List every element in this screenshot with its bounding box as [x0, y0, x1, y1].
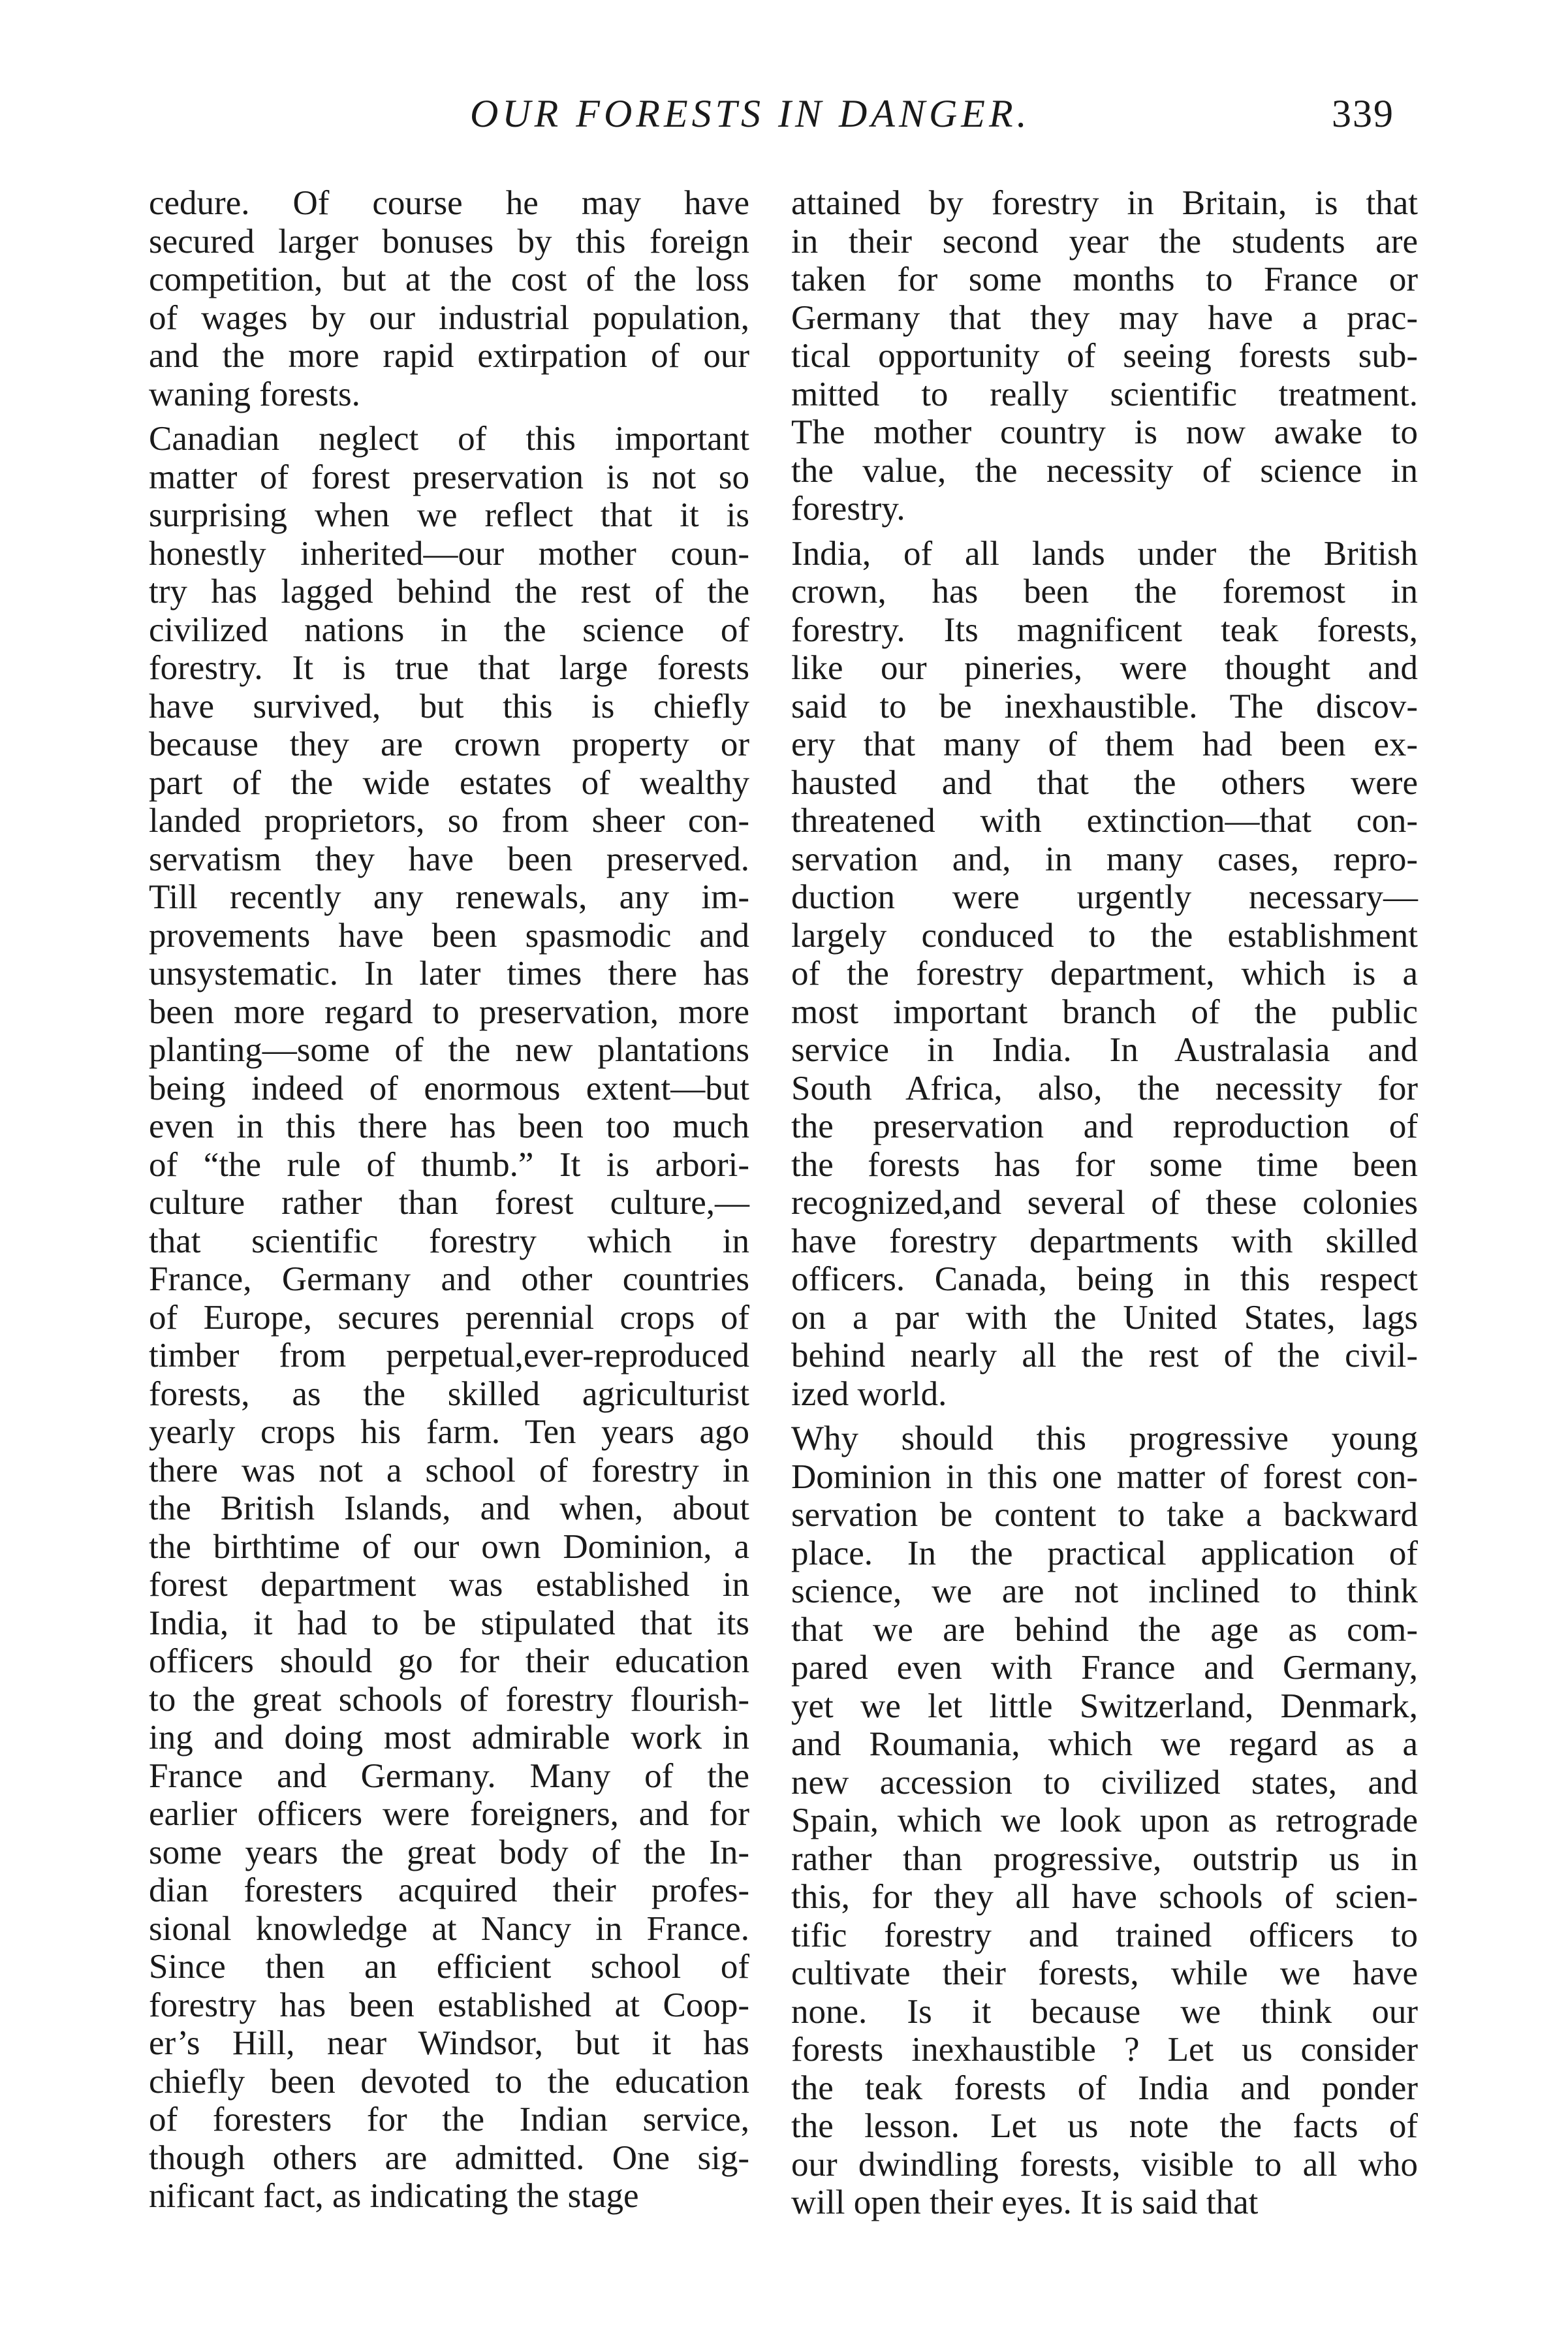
text-line: science, we are not inclined to think	[791, 1572, 1418, 1610]
text-line: ing and doing most admirable work in	[149, 1719, 749, 1756]
text-line: tical opportunity of seeing forests sub-	[791, 337, 1418, 375]
text-line: The mother country is now awake to	[791, 413, 1418, 451]
text-line: civilized nations in the science of	[149, 611, 749, 649]
text-line: culture rather than forest culture,—	[149, 1184, 749, 1222]
text-line: cedure. Of course he may have	[149, 184, 749, 222]
text-line: the lesson. Let us note the facts of	[791, 2107, 1418, 2145]
text-line: said to be inexhaustible. The discov-	[791, 687, 1418, 725]
text-line: part of the wide estates of wealthy	[149, 763, 749, 802]
text-line: our dwindling forests, visible to all who	[791, 2145, 1418, 2184]
text-line: taken for some months to France or	[791, 261, 1418, 298]
text-line: ery that many of them had been ex-	[791, 725, 1418, 763]
text-line: behind nearly all the rest of the civil-	[791, 1337, 1418, 1374]
text-line: officers. Canada, being in this respect	[791, 1260, 1418, 1298]
text-line: hausted and that the others were	[791, 763, 1418, 802]
text-line: new accession to civilized states, and	[791, 1763, 1418, 1802]
text-line: timber from perpetual,ever-reproduced	[149, 1337, 749, 1374]
text-line: forestry. It is true that large forests	[149, 649, 749, 687]
text-line: yearly crops his farm. Ten years ago	[149, 1413, 749, 1451]
text-line: of foresters for the Indian service,	[149, 2101, 749, 2138]
text-line: this, for they all have schools of scien-	[791, 1878, 1418, 1916]
text-line: chiefly been devoted to the education	[149, 2062, 749, 2101]
text-line: the value, the necessity of science in	[791, 451, 1418, 490]
text-line: Dominion in this one matter of forest con-	[791, 1457, 1418, 1496]
text-line: have forestry departments with skilled	[791, 1222, 1418, 1260]
text-line: France, Germany and other countries	[149, 1260, 749, 1298]
page-number: 339	[1332, 92, 1394, 135]
text-line: mitted to really scientific treatment.	[791, 375, 1418, 413]
text-line: because they are crown property or	[149, 725, 749, 763]
text-line: Since then an efficient school of	[149, 1948, 749, 1986]
text-line: attained by forestry in Britain, is that	[791, 184, 1418, 222]
text-line: yet we let little Switzerland, Denmark,	[791, 1687, 1418, 1725]
text-line: of “the rule of thumb.” It is arbori-	[149, 1145, 749, 1184]
text-line: waning forests.	[149, 375, 360, 413]
text-line: sional knowledge at Nancy in France.	[149, 1909, 749, 1948]
left-column	[149, 184, 749, 2216]
text-line: matter of forest preservation is not so	[149, 458, 749, 496]
text-line: will open their eyes. It is said that	[791, 2184, 1259, 2221]
text-line: have survived, but this is chiefly	[149, 687, 749, 725]
text-line: forests inexhaustible ? Let us consider	[791, 2031, 1418, 2069]
text-line: that scientific forestry which in	[149, 1222, 749, 1260]
text-line: the birthtime of our own Dominion, a	[149, 1527, 749, 1566]
text-line: provements have been spasmodic and	[149, 916, 749, 955]
text-line: of the forestry department, which is a	[791, 955, 1418, 993]
text-line: secured larger bonuses by this foreign	[149, 222, 749, 261]
text-line: and Roumania, which we regard as a	[791, 1725, 1418, 1763]
paragraph	[149, 184, 749, 413]
text-line: largely conduced to the establishment	[791, 916, 1418, 955]
paragraph	[791, 535, 1418, 1414]
text-line: place. In the practical application of	[791, 1534, 1418, 1572]
text-line: to the great schools of forestry flourish-	[149, 1680, 749, 1719]
text-line: pared even with France and Germany,	[791, 1649, 1418, 1687]
text-line: service in India. In Australasia and	[791, 1031, 1418, 1069]
running-head	[0, 91, 1568, 150]
text-line: of Europe, secures perennial crops of	[149, 1298, 749, 1337]
text-line: cultivate their forests, while we have	[791, 1954, 1418, 1992]
text-line: like our pineries, were thought and	[791, 649, 1418, 687]
text-line: the preservation and reproduction of	[791, 1107, 1418, 1145]
text-line: recognized,and several of these colonies	[791, 1184, 1418, 1222]
text-line: dian foresters acquired their profes-	[149, 1871, 749, 1909]
text-line: forestry. Its magnificent teak forests,	[791, 611, 1418, 649]
text-line: that we are behind the age as com-	[791, 1610, 1418, 1649]
text-line: and the more rapid extirpation of our	[149, 337, 749, 375]
text-line: on a par with the United States, lags	[791, 1298, 1418, 1337]
paragraph	[791, 1420, 1418, 2222]
text-line: threatened with extinction—that con-	[791, 802, 1418, 840]
text-line: though others are admitted. One sig-	[149, 2138, 749, 2177]
running-title: OUR FORESTS IN DANGER.	[470, 92, 1031, 135]
paragraph	[791, 184, 1418, 528]
text-line: honestly inherited—our mother coun-	[149, 534, 749, 573]
text-line: earlier officers were foreigners, and for	[149, 1795, 749, 1833]
text-line: surprising when we reflect that it is	[149, 496, 749, 534]
text-line: landed proprietors, so from sheer con-	[149, 802, 749, 840]
text-line: servatism they have been preserved.	[149, 840, 749, 878]
text-line: crown, has been the foremost in	[791, 573, 1418, 611]
text-line: there was not a school of forestry in	[149, 1451, 749, 1489]
text-line: the teak forests of India and ponder	[791, 2069, 1418, 2107]
text-line: unsystematic. In later times there has	[149, 955, 749, 993]
text-line: Till recently any renewals, any im-	[149, 878, 749, 916]
text-line: Spain, which we look upon as retrograde	[791, 1802, 1418, 1839]
text-line: servation be content to take a backward	[791, 1496, 1418, 1534]
text-line: Canadian neglect of this important	[149, 420, 749, 458]
text-line: some years the great body of the In-	[149, 1833, 749, 1871]
paragraph	[149, 420, 749, 2216]
text-line: India, it had to be stipulated that its	[149, 1604, 749, 1642]
text-line: in their second year the students are	[791, 222, 1418, 261]
text-line: none. Is it because we think our	[791, 1992, 1418, 2031]
text-line: been more regard to preservation, more	[149, 993, 749, 1031]
text-line: being indeed of enormous extent—but	[149, 1069, 749, 1107]
text-line: try has lagged behind the rest of the	[149, 573, 749, 611]
text-line: officers should go for their education	[149, 1642, 749, 1680]
text-line: planting—some of the new plantations	[149, 1031, 749, 1069]
text-line: forest department was established in	[149, 1566, 749, 1604]
text-line: forests, as the skilled agriculturist	[149, 1374, 749, 1413]
text-line: of wages by our industrial population,	[149, 298, 749, 337]
text-line: servation and, in many cases, repro-	[791, 840, 1418, 878]
text-line: ized world.	[791, 1374, 947, 1413]
text-line: Why should this progressive young	[791, 1420, 1418, 1457]
text-line: duction were urgently necessary—	[791, 878, 1418, 916]
text-line: competition, but at the cost of the loss	[149, 261, 749, 298]
text-line: the British Islands, and when, about	[149, 1489, 749, 1527]
text-line: even in this there has been too much	[149, 1107, 749, 1145]
text-line: er’s Hill, near Windsor, but it has	[149, 2024, 749, 2062]
right-column	[791, 184, 1418, 2222]
text-line: Germany that they may have a prac-	[791, 298, 1418, 337]
text-line: tific forestry and trained officers to	[791, 1916, 1418, 1954]
text-line: most important branch of the public	[791, 993, 1418, 1031]
text-line: forestry has been established at Coop-	[149, 1986, 749, 2024]
text-line: rather than progressive, outstrip us in	[791, 1839, 1418, 1878]
text-line: forestry.	[791, 490, 905, 528]
text-line: nificant fact, as indicating the stage	[149, 2177, 639, 2215]
text-line: India, of all lands under the British	[791, 534, 1418, 573]
text-line: the forests has for some time been	[791, 1145, 1418, 1184]
text-line: France and Germany. Many of the	[149, 1756, 749, 1795]
text-line: South Africa, also, the necessity for	[791, 1069, 1418, 1107]
